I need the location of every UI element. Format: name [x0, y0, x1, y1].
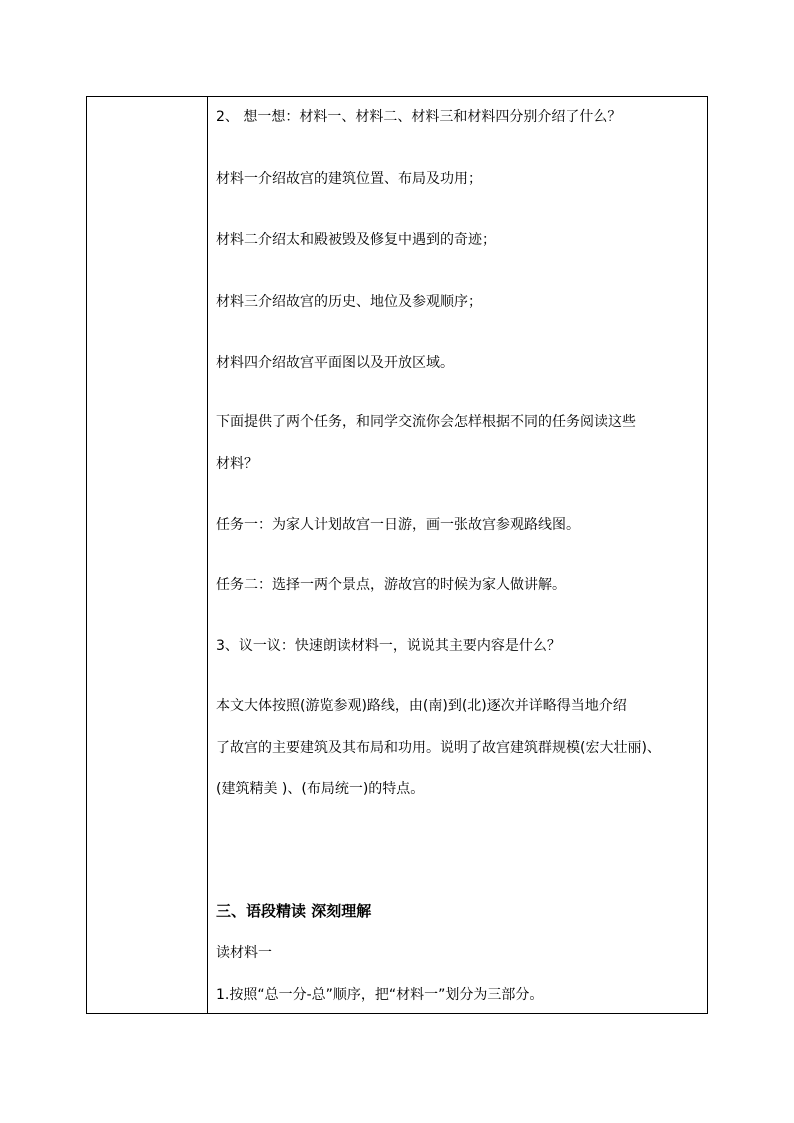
summary-line-1: 本文大体按照(游览参观)路线，由(南)到(北)逐次并详略得当地介绍	[216, 698, 627, 714]
task-2: 任务二：选择一两个景点，游故宫的时候为家人做讲解。	[216, 577, 566, 593]
answer-material-1: 材料一介绍故宫的建筑位置、布局及功用；	[216, 171, 482, 187]
task-intro-line-1: 下面提供了两个任务，和同学交流你会怎样根据不同的任务阅读这些	[216, 414, 636, 430]
summary-line-2: 了故宫的主要建筑及其布局和功用。说明了故宫建筑群规模(宏大壮丽)、	[216, 740, 661, 756]
question-3: 3、议一议：快速朗读材料一，说说其主要内容是什么？	[216, 638, 561, 654]
instruction-1: 1.按照“总一分-总”顺序，把“材料一”划分为三部分。	[216, 987, 544, 1003]
answer-material-3: 材料三介绍故宫的历史、地位及参观顺序；	[216, 294, 482, 310]
column-divider	[207, 96, 208, 1014]
answer-material-4: 材料四介绍故宫平面图以及开放区域。	[216, 355, 454, 371]
read-material-1: 读材料一	[216, 945, 272, 961]
answer-material-2: 材料二介绍太和殿被毁及修复中遇到的奇迹；	[216, 232, 496, 248]
summary-line-3: (建筑精美 )、(布局统一)的特点。	[216, 781, 425, 797]
section-heading: 三、语段精读 深刻理解	[216, 902, 372, 920]
task-intro-line-2: 材料？	[216, 456, 258, 472]
task-1: 任务一：为家人计划故宫一日游，画一张故宫参观路线图。	[216, 517, 580, 533]
question-2: 2、 想一想：材料一、材料二、材料三和材料四分别介绍了什么？	[216, 109, 622, 125]
